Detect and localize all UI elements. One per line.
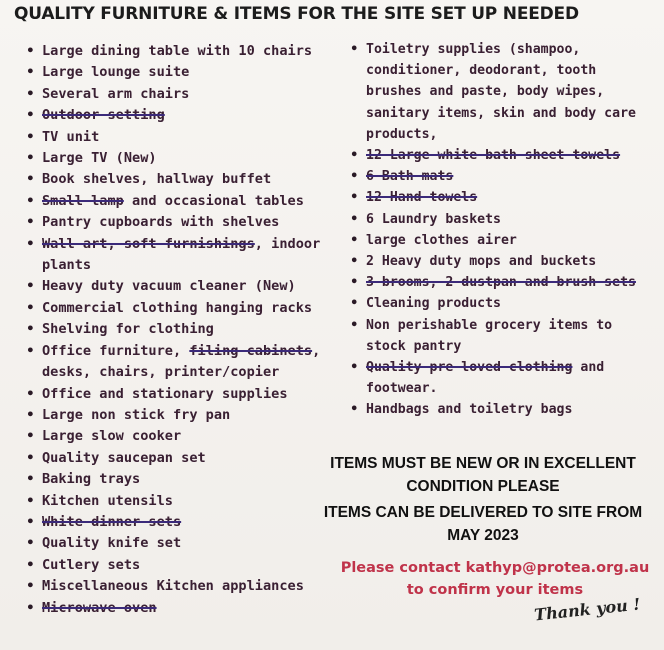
item-text: large clothes airer bbox=[366, 232, 517, 248]
item-text: , indoor plants bbox=[42, 235, 321, 274]
bullet-icon: • bbox=[26, 471, 35, 488]
right-item-list bbox=[346, 39, 658, 421]
crossed-out-item-text: 12 Hand towels bbox=[366, 190, 478, 206]
item-text: and occasional tables bbox=[123, 192, 304, 209]
bullet-icon: • bbox=[26, 150, 35, 167]
crossed-out-item-text: White dinner sets bbox=[42, 513, 182, 530]
list-item bbox=[346, 209, 658, 230]
bullet-icon: • bbox=[26, 599, 35, 616]
item-text: Pantry cupboards with shelves bbox=[42, 214, 280, 231]
item-text: Shelving for clothing bbox=[42, 321, 214, 338]
bullet-icon: • bbox=[350, 42, 359, 57]
item-text: Large TV (New) bbox=[42, 150, 157, 167]
bullet-icon: • bbox=[350, 148, 359, 164]
list-item bbox=[346, 357, 658, 399]
item-text: Miscellaneous Kitchen appliances bbox=[42, 578, 304, 595]
item-text: Large non stick fry pan bbox=[42, 406, 231, 423]
thank-you-signature: Thank you ! bbox=[533, 594, 642, 625]
bullet-icon: • bbox=[26, 513, 35, 530]
list-item bbox=[22, 555, 340, 576]
list-item bbox=[22, 105, 340, 126]
item-text: Book shelves, hallway buffet bbox=[42, 171, 272, 188]
list-item bbox=[22, 276, 340, 297]
bullet-icon: • bbox=[26, 321, 35, 338]
item-text: Office and stationary supplies bbox=[42, 385, 288, 402]
left-item-list bbox=[22, 41, 340, 619]
list-item bbox=[22, 212, 340, 233]
item-text: Handbags and toiletry bags bbox=[366, 402, 573, 418]
item-text: , desks, chairs, printer/copier bbox=[42, 342, 321, 381]
list-item bbox=[22, 341, 340, 384]
bullet-icon: • bbox=[26, 342, 35, 359]
item-text: 6 Laundry baskets bbox=[366, 211, 501, 227]
condition-notice: ITEMS MUST BE NEW OR IN EXCELLENT CONDITION PLEASE bbox=[330, 455, 636, 495]
bullet-icon: • bbox=[26, 385, 35, 402]
list-item bbox=[22, 62, 340, 83]
item-text: Non perishable grocery items to stock pantry bbox=[366, 317, 613, 354]
bullet-icon: • bbox=[350, 275, 359, 291]
bullet-icon: • bbox=[350, 190, 359, 206]
list-item bbox=[22, 469, 340, 490]
page-title: QUALITY FURNITURE & ITEMS FOR THE SITE SET UP NEEDED bbox=[14, 4, 579, 24]
bullet-icon: • bbox=[350, 317, 359, 333]
crossed-out-item-text: filing cabinets bbox=[189, 342, 313, 359]
item-text: Baking trays bbox=[42, 471, 141, 488]
crossed-out-item-text: Small lamp bbox=[42, 192, 124, 209]
bullet-icon: • bbox=[26, 107, 35, 124]
list-item bbox=[22, 405, 340, 426]
bullet-icon: • bbox=[26, 278, 35, 295]
bullet-icon: • bbox=[26, 214, 35, 231]
list-item bbox=[22, 512, 340, 533]
list-item bbox=[22, 169, 340, 190]
item-text: Commercial clothing hanging racks bbox=[42, 299, 313, 316]
list-item bbox=[22, 41, 340, 62]
bullet-icon: • bbox=[350, 211, 359, 227]
item-text: Several arm chairs bbox=[42, 85, 190, 102]
bullet-icon: • bbox=[26, 556, 35, 573]
bullet-icon: • bbox=[26, 299, 35, 316]
bullet-icon: • bbox=[26, 128, 35, 145]
contact-line: Please contact kathyp@protea.org.au to confirm your items bbox=[340, 560, 650, 598]
list-item bbox=[22, 598, 340, 619]
list-item bbox=[22, 298, 340, 319]
bullet-icon: • bbox=[26, 449, 35, 466]
list-item bbox=[22, 491, 340, 512]
crossed-out-item-text: Quality pre loved clothing bbox=[366, 360, 573, 376]
bullet-icon: • bbox=[26, 578, 35, 595]
list-item bbox=[22, 191, 340, 212]
item-text: Large slow cooker bbox=[42, 428, 182, 445]
crossed-out-item-text: Wall art, soft furnishings bbox=[42, 235, 255, 252]
list-item bbox=[346, 251, 658, 272]
item-text: Cutlery sets bbox=[42, 556, 141, 573]
crossed-out-item-text: 12 Large white bath sheet towels bbox=[366, 148, 621, 164]
crossed-out-item-text: Microwave oven bbox=[42, 599, 157, 616]
list-item bbox=[346, 272, 658, 293]
list-item bbox=[22, 533, 340, 554]
delivery-notice: ITEMS CAN BE DELIVERED TO SITE FROM MAY 2023 bbox=[323, 504, 643, 544]
bullet-icon: • bbox=[350, 402, 359, 418]
bullet-icon: • bbox=[350, 296, 359, 312]
list-item bbox=[346, 399, 658, 420]
bullet-icon: • bbox=[26, 192, 35, 209]
list-item bbox=[346, 39, 658, 145]
crossed-out-item-text: Outdoor setting bbox=[42, 107, 165, 124]
list-item bbox=[22, 319, 340, 340]
list-item bbox=[22, 234, 340, 277]
crossed-out-item-text: 6 Bath mats bbox=[366, 169, 454, 185]
list-item bbox=[346, 187, 658, 208]
item-text: TV unit bbox=[42, 128, 100, 145]
bullet-icon: • bbox=[26, 85, 35, 102]
crossed-out-item-text: 3 brooms, 2 dustpan and brush sets bbox=[366, 275, 636, 291]
item-text: Large lounge suite bbox=[42, 64, 190, 81]
list-item bbox=[346, 230, 658, 251]
item-text: Heavy duty vacuum cleaner (New) bbox=[42, 278, 296, 295]
list-item bbox=[346, 166, 658, 187]
item-text: and footwear. bbox=[366, 360, 605, 397]
bullet-icon: • bbox=[26, 235, 35, 252]
item-text: Cleaning products bbox=[366, 296, 501, 312]
bullet-icon: • bbox=[350, 360, 359, 376]
list-item bbox=[346, 293, 658, 314]
list-item bbox=[346, 315, 658, 357]
list-item bbox=[22, 576, 340, 597]
item-text: Large dining table with 10 chairs bbox=[42, 43, 313, 59]
bullet-icon: • bbox=[26, 535, 35, 552]
item-text: Office furniture, bbox=[42, 342, 190, 359]
item-text: 2 Heavy duty mops and buckets bbox=[366, 254, 597, 270]
item-text: Quality knife set bbox=[42, 535, 182, 552]
bullet-icon: • bbox=[26, 171, 35, 188]
list-item bbox=[22, 148, 340, 169]
list-item bbox=[22, 127, 340, 148]
list-item bbox=[22, 448, 340, 469]
item-text: Kitchen utensils bbox=[42, 492, 173, 509]
list-item bbox=[22, 84, 340, 105]
bullet-icon: • bbox=[350, 169, 359, 185]
list-item bbox=[22, 384, 340, 405]
bullet-icon: • bbox=[26, 64, 35, 81]
item-text: Toiletry supplies (shampoo, conditioner, deodorant, tooth brushes and paste, body wipes, sanitary items, skin and body care products, bbox=[366, 42, 636, 142]
bullet-icon: • bbox=[350, 254, 359, 270]
item-text: Quality saucepan set bbox=[42, 449, 206, 466]
bullet-icon: • bbox=[26, 406, 35, 423]
bullet-icon: • bbox=[350, 232, 359, 248]
list-item bbox=[22, 426, 340, 447]
bullet-icon: • bbox=[26, 428, 35, 445]
bullet-icon: • bbox=[26, 492, 35, 509]
list-item bbox=[346, 145, 658, 166]
bullet-icon: • bbox=[26, 43, 35, 59]
